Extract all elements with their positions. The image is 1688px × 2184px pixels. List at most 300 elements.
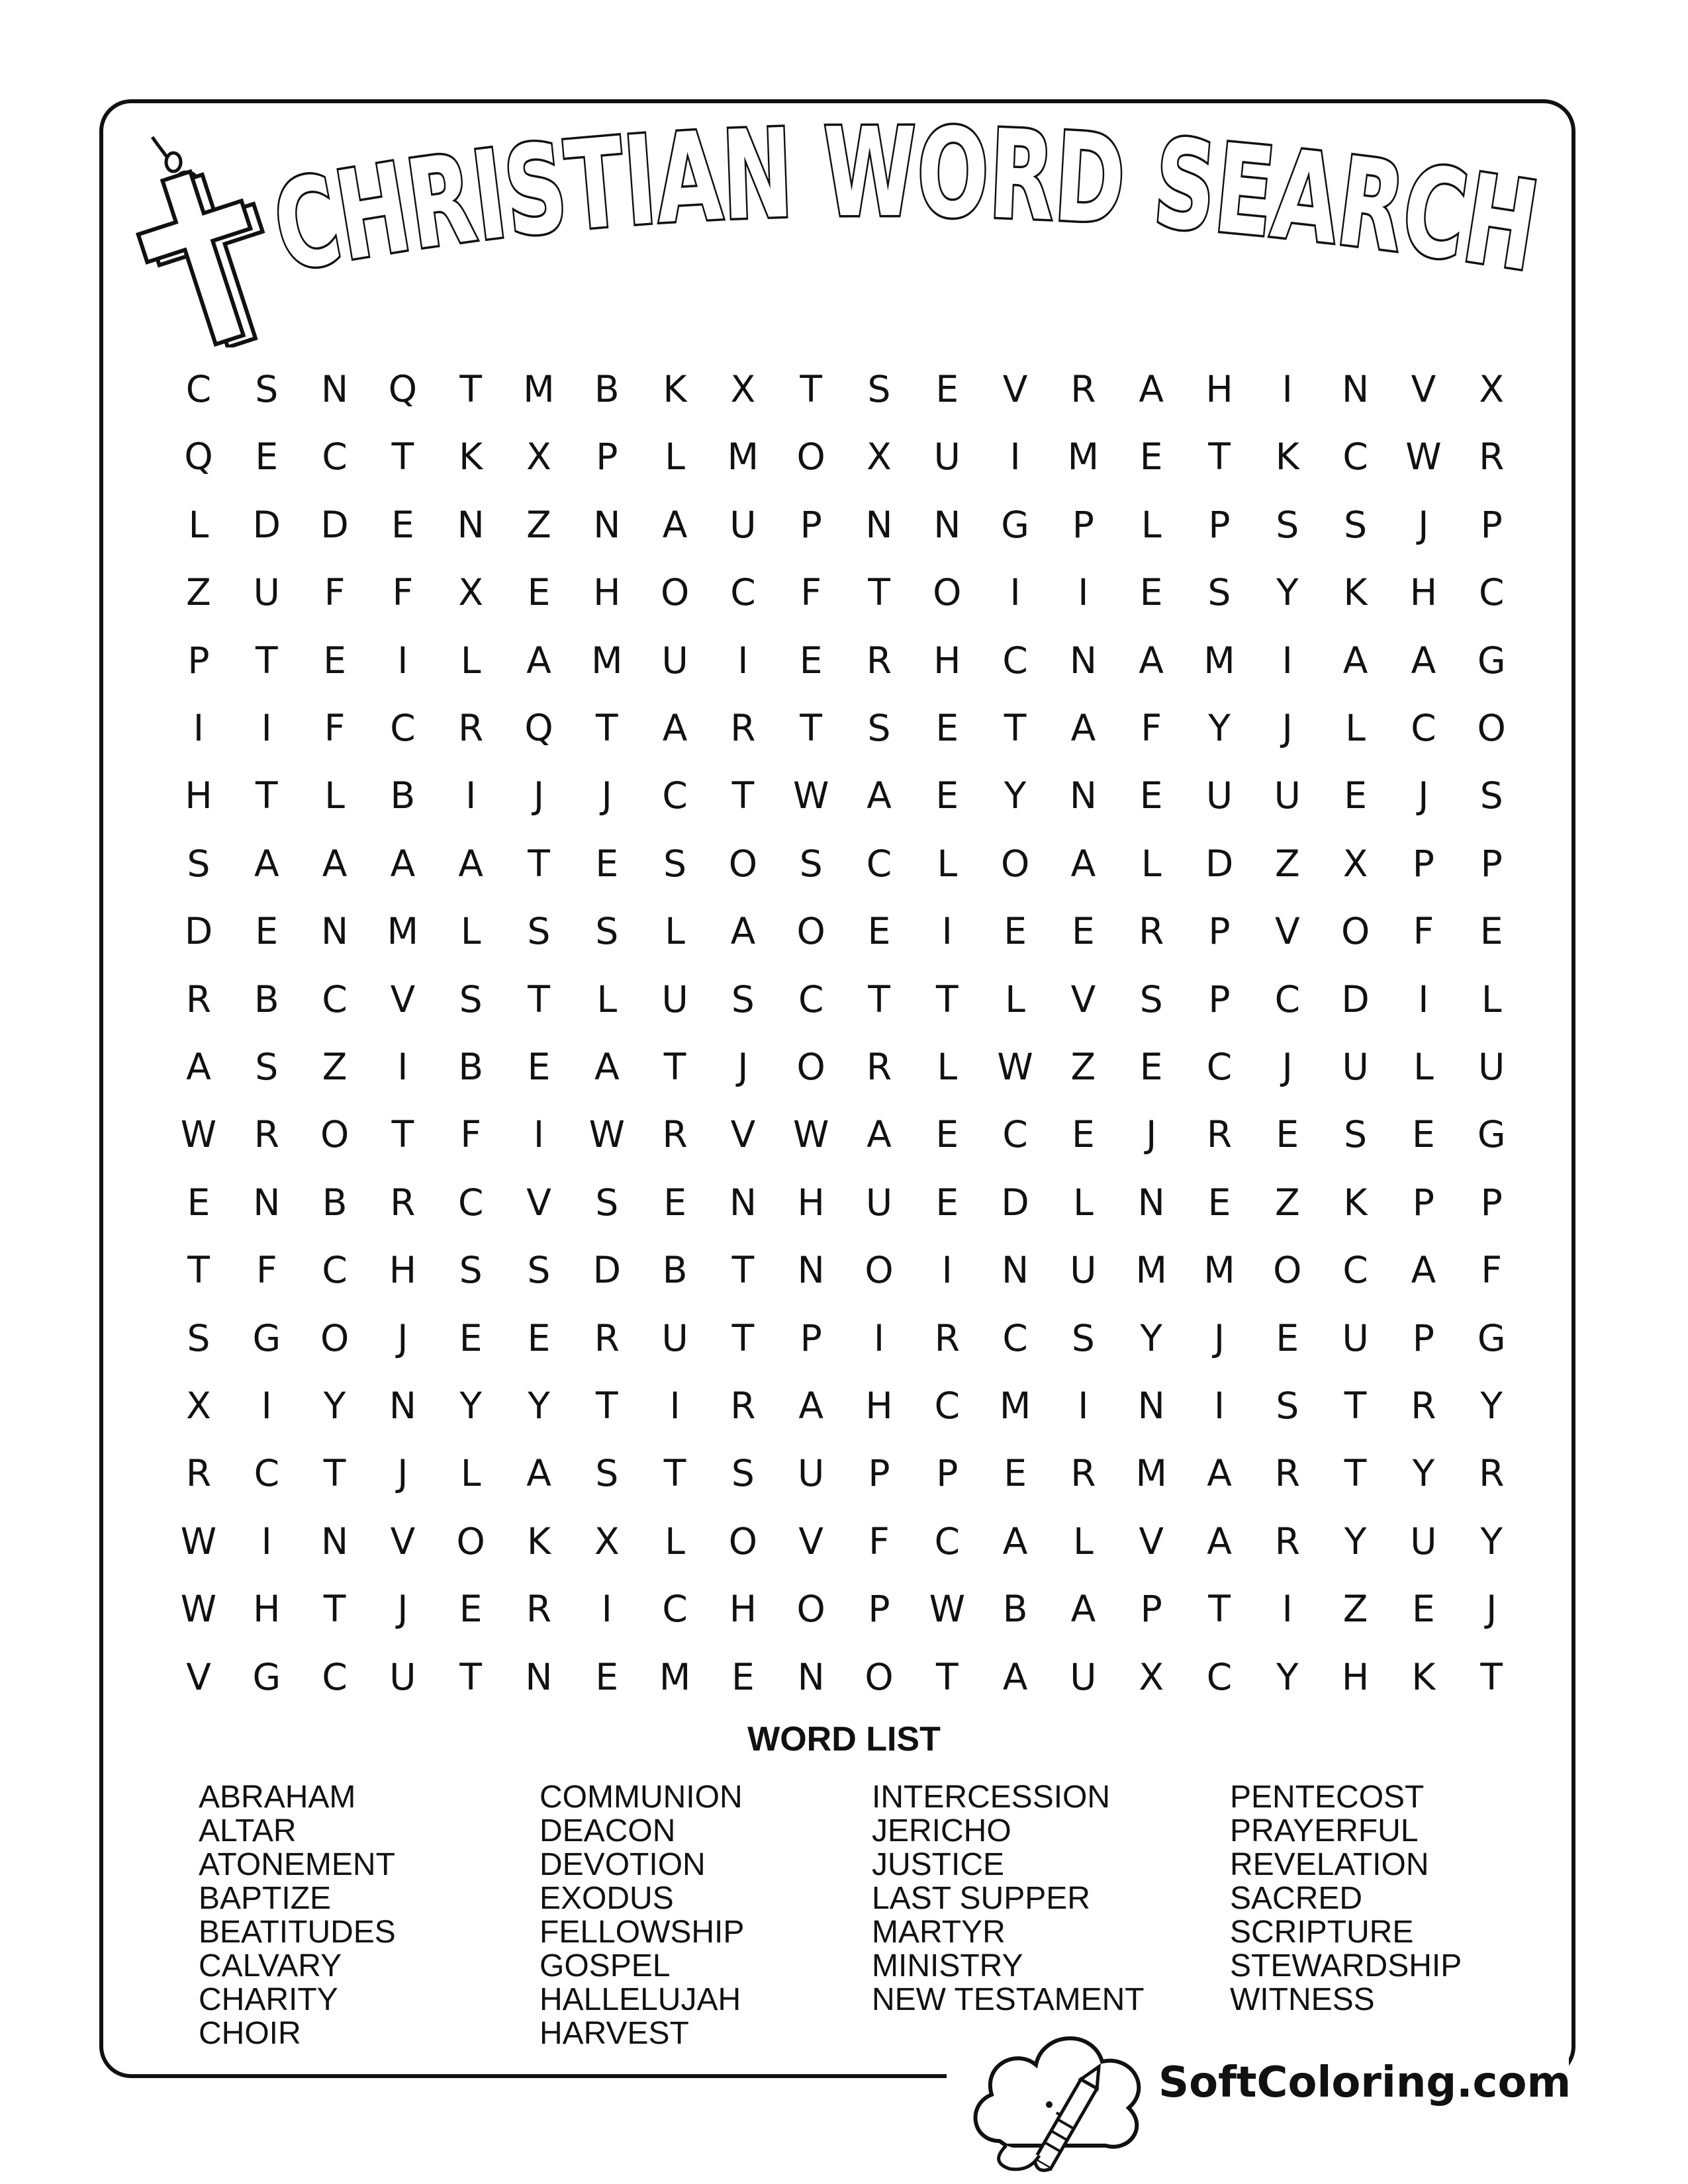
grid-letter: W <box>997 1046 1033 1088</box>
grid-letter: K <box>526 1520 551 1563</box>
grid-letter: C <box>1002 1113 1028 1156</box>
grid-letter: S <box>1344 1113 1368 1156</box>
grid-letter: S <box>731 1452 755 1495</box>
grid-letter: C <box>457 1181 484 1224</box>
grid-letter: A <box>798 1385 823 1427</box>
grid-letter: P <box>596 435 618 478</box>
grid-letter: X <box>186 1385 211 1427</box>
grid-letter: M <box>1067 435 1100 478</box>
grid-letter: I <box>1418 978 1429 1021</box>
grid-letter: V <box>186 1655 211 1698</box>
grid-letter: I <box>397 639 408 682</box>
grid-letter: O <box>796 910 825 953</box>
grid-letter: Y <box>1480 1520 1503 1563</box>
grid-letter: C <box>662 1588 688 1631</box>
grid-letter: P <box>1208 503 1231 546</box>
grid-letter: N <box>525 1655 553 1698</box>
grid-letter: S <box>867 368 891 410</box>
grid-letter: C <box>730 571 756 614</box>
grid-letter: J <box>1282 1046 1293 1088</box>
grid-letter: E <box>459 1316 483 1359</box>
grid-letter: L <box>937 1046 958 1088</box>
grid-letter: E <box>1344 774 1367 817</box>
grid-letter: O <box>1477 707 1506 749</box>
word-list-column-1 <box>199 1780 396 2050</box>
grid-letter: W <box>792 774 829 817</box>
grid-letter: J <box>397 1588 408 1631</box>
grid-letter: T <box>459 368 482 410</box>
grid-letter: O <box>933 571 962 614</box>
grid-letter: A <box>1070 842 1096 885</box>
grid-letter: L <box>460 639 481 682</box>
grid-letter: I <box>397 1046 408 1088</box>
grid-letter: M <box>1135 1249 1167 1292</box>
word-list-item: ATONEMENT <box>199 1847 395 1882</box>
grid-letter: I <box>261 1520 272 1563</box>
brand-name: SoftColoring.com <box>1158 2058 1571 2107</box>
grid-letter: L <box>1005 978 1025 1021</box>
grid-letter: O <box>1000 842 1030 885</box>
grid-letter: V <box>390 1520 416 1563</box>
grid-letter: N <box>253 1181 281 1224</box>
grid-letter: C <box>390 707 416 749</box>
grid-letter: X <box>730 368 756 410</box>
grid-letter: E <box>527 1046 551 1088</box>
grid-letter: P <box>868 1452 890 1495</box>
grid-letter: F <box>256 1249 277 1292</box>
grid-letter: O <box>1273 1249 1302 1292</box>
grid-letter: A <box>1139 368 1164 410</box>
word-list-item: FELLOWSHIP <box>539 1915 745 1950</box>
grid-letter: E <box>459 1588 483 1631</box>
grid-letter: T <box>731 1249 755 1292</box>
grid-letter: U <box>389 1655 416 1698</box>
grid-letter: A <box>1070 1588 1096 1631</box>
grid-letter: E <box>935 774 959 817</box>
grid-letter: Z <box>186 571 211 614</box>
grid-letter: R <box>730 707 756 749</box>
grid-letter: U <box>1342 1046 1369 1088</box>
grid-letter: E <box>867 910 891 953</box>
grid-letter: I <box>601 1588 612 1631</box>
grid-letter: T <box>731 774 755 817</box>
grid-letter: E <box>391 503 414 546</box>
grid-letter: A <box>390 842 416 885</box>
grid-letter: R <box>1479 1452 1505 1495</box>
grid-letter: E <box>935 1181 959 1224</box>
grid-letter: A <box>254 842 279 885</box>
grid-letter: E <box>1139 435 1163 478</box>
grid-letter: U <box>1070 1655 1097 1698</box>
grid-letter: X <box>1479 368 1505 410</box>
grid-letter: R <box>1411 1385 1436 1427</box>
grid-letter: T <box>731 1316 755 1359</box>
word-list-item: GOSPEL <box>539 1948 671 1983</box>
word-list-item: COMMUNION <box>539 1780 743 1815</box>
grid-letter: N <box>865 503 893 546</box>
grid-letter: N <box>1069 774 1097 817</box>
grid-letter: O <box>660 571 690 614</box>
grid-letter: G <box>252 1655 281 1698</box>
grid-letter: E <box>1072 1113 1095 1156</box>
grid-letter: T <box>528 978 550 1021</box>
grid-letter: X <box>458 571 484 614</box>
grid-letter: I <box>1282 1588 1293 1631</box>
word-list-item: DEVOTION <box>539 1847 706 1882</box>
grid-letter: L <box>1141 503 1162 546</box>
grid-letter: R <box>1070 368 1096 410</box>
grid-letter: S <box>255 1046 279 1088</box>
grid-letter: U <box>661 1316 688 1359</box>
grid-letter: R <box>1139 910 1164 953</box>
grid-letter: L <box>937 842 958 885</box>
grid-letter: S <box>867 707 891 749</box>
grid-letter: W <box>588 1113 625 1156</box>
grid-letter: N <box>1069 639 1097 682</box>
word-list-item: SCRIPTURE <box>1230 1915 1414 1950</box>
grid-letter: T <box>868 571 890 614</box>
grid-letter: N <box>729 1181 757 1224</box>
grid-letter: A <box>1070 707 1096 749</box>
grid-letter: P <box>800 1316 822 1359</box>
grid-letter: A <box>662 503 688 546</box>
grid-letter: I <box>1282 368 1293 410</box>
grid-letter: M <box>387 910 419 953</box>
grid-letter: U <box>253 571 280 614</box>
grid-letter: W <box>180 1113 217 1156</box>
grid-letter: E <box>1479 910 1503 953</box>
grid-letter: G <box>1477 1113 1506 1156</box>
grid-letter: O <box>796 1046 825 1088</box>
grid-letter: L <box>1073 1520 1094 1563</box>
grid-letter: V <box>798 1520 823 1563</box>
grid-letter: A <box>1207 1520 1232 1563</box>
grid-letter: E <box>1139 1046 1163 1088</box>
grid-letter: O <box>320 1113 350 1156</box>
grid-letter: Z <box>1342 1588 1368 1631</box>
grid-letter: I <box>737 639 749 682</box>
word-list-item: JUSTICE <box>872 1847 1005 1882</box>
grid-letter: M <box>1203 639 1235 682</box>
grid-letter: E <box>595 1655 619 1698</box>
grid-letter: C <box>934 1520 960 1563</box>
grid-letter: L <box>1481 978 1502 1021</box>
grid-letter: Y <box>1276 1655 1299 1698</box>
grid-letter: Z <box>1274 842 1300 885</box>
grid-letter: W <box>1405 435 1442 478</box>
grid-letter: B <box>594 368 620 410</box>
grid-letter: H <box>797 1181 825 1224</box>
grid-letter: J <box>601 774 612 817</box>
grid-letter: B <box>1002 1588 1028 1631</box>
grid-letter: S <box>595 910 619 953</box>
grid-letter: T <box>595 707 618 749</box>
grid-letter: L <box>1073 1181 1094 1224</box>
grid-letter: W <box>180 1588 217 1631</box>
grid-letter: H <box>933 639 961 682</box>
grid-letter: S <box>527 910 551 953</box>
grid-letter: Y <box>1344 1520 1367 1563</box>
word-list-item: PRAYERFUL <box>1230 1813 1419 1848</box>
grid-letter: P <box>1412 842 1434 885</box>
grid-letter: K <box>663 368 687 410</box>
grid-letter: C <box>322 435 348 478</box>
grid-letter: X <box>1342 842 1368 885</box>
grid-letter: V <box>730 1113 756 1156</box>
grid-letter: S <box>255 368 279 410</box>
word-list-item: SACRED <box>1230 1881 1363 1916</box>
grid-letter: J <box>737 1046 749 1088</box>
grid-letter: C <box>1206 1046 1233 1088</box>
grid-letter: C <box>798 978 824 1021</box>
grid-letter: A <box>662 707 688 749</box>
grid-letter: O <box>728 1520 758 1563</box>
grid-letter: D <box>1341 978 1370 1021</box>
grid-letter: E <box>1207 1181 1231 1224</box>
grid-letter: C <box>1002 639 1028 682</box>
grid-letter: U <box>1478 1046 1505 1088</box>
grid-letter: N <box>1002 1249 1029 1292</box>
word-list-item: STEWARDSHIP <box>1230 1948 1462 1983</box>
word-list-item: BEATITUDES <box>199 1915 396 1950</box>
grid-letter: S <box>1344 503 1368 546</box>
grid-letter: H <box>253 1588 281 1631</box>
grid-letter: K <box>1343 1181 1368 1224</box>
grid-letter: R <box>662 1113 688 1156</box>
grid-letter: I <box>1009 435 1021 478</box>
grid-letter: R <box>1479 435 1505 478</box>
grid-letter: T <box>935 1655 959 1698</box>
grid-letter: C <box>185 368 212 410</box>
grid-letter: G <box>1001 503 1029 546</box>
grid-letter: M <box>523 368 555 410</box>
grid-letter: I <box>193 707 205 749</box>
grid-letter: R <box>185 978 212 1021</box>
grid-letter: F <box>800 571 821 614</box>
grid-letter: U <box>661 639 688 682</box>
grid-letter: X <box>526 435 551 478</box>
grid-letter: C <box>1342 1249 1368 1292</box>
grid-letter: E <box>1139 774 1163 817</box>
grid-letter: W <box>929 1588 965 1631</box>
grid-letter: L <box>665 1520 685 1563</box>
grid-letter: D <box>592 1249 621 1292</box>
grid-letter: C <box>1206 1655 1233 1698</box>
word-list-item: DEACON <box>539 1813 676 1848</box>
grid-letter: R <box>866 639 892 682</box>
grid-letter: C <box>322 978 348 1021</box>
title-text: CHRISTIAN WORD SEARCH <box>263 101 1578 304</box>
grid-letter: A <box>1002 1655 1028 1698</box>
grid-letter: I <box>261 1385 272 1427</box>
grid-letter: F <box>324 707 346 749</box>
grid-letter: U <box>1070 1249 1097 1292</box>
grid-letter: E <box>1139 571 1163 614</box>
word-list-item: HARVEST <box>539 2016 689 2051</box>
grid-letter: A <box>322 842 348 885</box>
grid-letter: L <box>596 978 618 1021</box>
grid-letter: T <box>935 978 959 1021</box>
grid-letter: S <box>527 1249 551 1292</box>
grid-letter: B <box>322 1181 348 1224</box>
grid-letter: A <box>867 1113 892 1156</box>
grid-letter: A <box>730 910 756 953</box>
grid-letter: H <box>865 1385 893 1427</box>
grid-letter: S <box>595 1181 619 1224</box>
grid-letter: O <box>796 435 825 478</box>
grid-letter: S <box>1207 571 1231 614</box>
grid-letter: S <box>595 1452 619 1495</box>
grid-letter: A <box>1411 1249 1436 1292</box>
grid-letter: P <box>1480 1181 1503 1224</box>
grid-letter: R <box>1274 1520 1300 1563</box>
grid-letter: L <box>1345 707 1366 749</box>
grid-letter: L <box>665 910 685 953</box>
grid-letter: E <box>663 1181 686 1224</box>
grid-letter: T <box>595 1385 618 1427</box>
grid-letter: I <box>261 707 272 749</box>
grid-letter: N <box>797 1249 825 1292</box>
grid-letter: A <box>526 639 551 682</box>
grid-letter: O <box>320 1316 350 1359</box>
grid-letter: C <box>1478 571 1505 614</box>
grid-letter: T <box>800 368 822 410</box>
grid-letter: E <box>1072 910 1095 953</box>
grid-letter: H <box>729 1588 757 1631</box>
grid-letter: P <box>1072 503 1094 546</box>
grid-letter: B <box>458 1046 484 1088</box>
grid-letter: K <box>1411 1655 1436 1698</box>
grid-letter: M <box>999 1385 1031 1427</box>
grid-letter: R <box>185 1452 212 1495</box>
grid-letter: P <box>800 503 822 546</box>
word-list-item: BAPTIZE <box>199 1881 332 1916</box>
grid-letter: N <box>457 503 485 546</box>
grid-letter: T <box>323 1452 346 1495</box>
grid-letter: O <box>1340 910 1370 953</box>
word-list-item: ALTAR <box>199 1813 297 1848</box>
word-list-item: CHOIR <box>199 2016 301 2051</box>
grid-letter: W <box>180 1520 217 1563</box>
grid-letter: F <box>392 571 414 614</box>
word-list-item: WITNESS <box>1230 1982 1375 2017</box>
grid-letter: E <box>527 571 551 614</box>
grid-letter: T <box>323 1588 346 1631</box>
grid-letter: O <box>865 1655 894 1698</box>
grid-letter: H <box>593 571 621 614</box>
grid-letter: A <box>1411 639 1436 682</box>
grid-letter: V <box>526 1181 551 1224</box>
word-list-item: REVELATION <box>1230 1847 1429 1882</box>
grid-letter: A <box>1002 1520 1028 1563</box>
grid-letter: U <box>661 978 688 1021</box>
grid-letter: D <box>252 503 281 546</box>
grid-letter: R <box>1206 1113 1233 1156</box>
grid-letter: Y <box>1480 1385 1503 1427</box>
grid-letter: A <box>458 842 483 885</box>
word-list-item: ABRAHAM <box>199 1780 356 1815</box>
grid-letter: S <box>1139 978 1163 1021</box>
grid-letter: P <box>1480 503 1503 546</box>
word-list-item: HALLELUJAH <box>539 1982 741 2017</box>
grid-letter: L <box>1413 1046 1434 1088</box>
grid-letter: E <box>1412 1588 1435 1631</box>
word-list-item: LAST SUPPER <box>872 1881 1090 1916</box>
grid-letter: S <box>731 978 755 1021</box>
word-list-column-4 <box>1230 1780 1462 2017</box>
grid-letter: M <box>1135 1452 1167 1495</box>
grid-letter: L <box>460 910 481 953</box>
grid-letter: F <box>324 571 346 614</box>
grid-letter: X <box>1139 1655 1164 1698</box>
grid-letter: L <box>188 503 209 546</box>
grid-letter: A <box>526 1452 551 1495</box>
grid-letter: U <box>1274 774 1301 817</box>
grid-letter: H <box>185 774 212 817</box>
grid-letter: E <box>935 368 959 410</box>
grid-letter: T <box>800 707 822 749</box>
grid-letter: Y <box>1140 1316 1162 1359</box>
grid-letter: K <box>1275 435 1299 478</box>
grid-letter: I <box>1078 1385 1089 1427</box>
grid-letter: J <box>1486 1588 1497 1631</box>
grid-letter: A <box>186 1046 211 1088</box>
grid-letter: R <box>390 1181 416 1224</box>
grid-letter: T <box>255 774 278 817</box>
grid-letter: R <box>1070 1452 1096 1495</box>
grid-letter: Z <box>526 503 551 546</box>
word-list-item: CHARITY <box>199 1982 338 2017</box>
grid-letter: T <box>391 435 414 478</box>
grid-letter: N <box>797 1655 825 1698</box>
grid-letter: R <box>458 707 484 749</box>
grid-letter: C <box>662 774 688 817</box>
grid-letter: Q <box>524 707 553 749</box>
grid-letter: C <box>1002 1316 1028 1359</box>
grid-letter: R <box>866 1046 892 1088</box>
grid-letter: S <box>1071 1316 1095 1359</box>
grid-letter: I <box>1213 1385 1225 1427</box>
grid-letter: T <box>1480 1655 1503 1698</box>
grid-letter: S <box>1479 774 1503 817</box>
grid-letter: L <box>1141 842 1162 885</box>
grid-letter: M <box>1203 1249 1235 1292</box>
grid-letter: I <box>941 910 953 953</box>
grid-letter: C <box>1411 707 1436 749</box>
grid-letter: D <box>320 503 349 546</box>
grid-letter: P <box>1412 1316 1434 1359</box>
grid-letter: F <box>1141 707 1162 749</box>
grid-letter: C <box>1342 435 1368 478</box>
grid-letter: F <box>868 1520 890 1563</box>
word-list-column-3 <box>872 1780 1145 2017</box>
grid-letter: R <box>254 1113 279 1156</box>
grid-letter: G <box>1477 1316 1506 1359</box>
grid-letter: X <box>867 435 892 478</box>
grid-letter: F <box>1481 1249 1502 1292</box>
grid-letter: N <box>593 503 621 546</box>
grid-letter: E <box>187 1181 211 1224</box>
grid-letter: F <box>460 1113 481 1156</box>
grid-letter: U <box>933 435 961 478</box>
grid-letter: U <box>798 1452 825 1495</box>
grid-letter: T <box>459 1655 482 1698</box>
word-list-item: CALVARY <box>199 1948 342 1983</box>
grid-letter: P <box>1208 978 1231 1021</box>
grid-letter: Z <box>322 1046 348 1088</box>
grid-letter: J <box>1213 1316 1225 1359</box>
grid-letter: V <box>390 978 416 1021</box>
